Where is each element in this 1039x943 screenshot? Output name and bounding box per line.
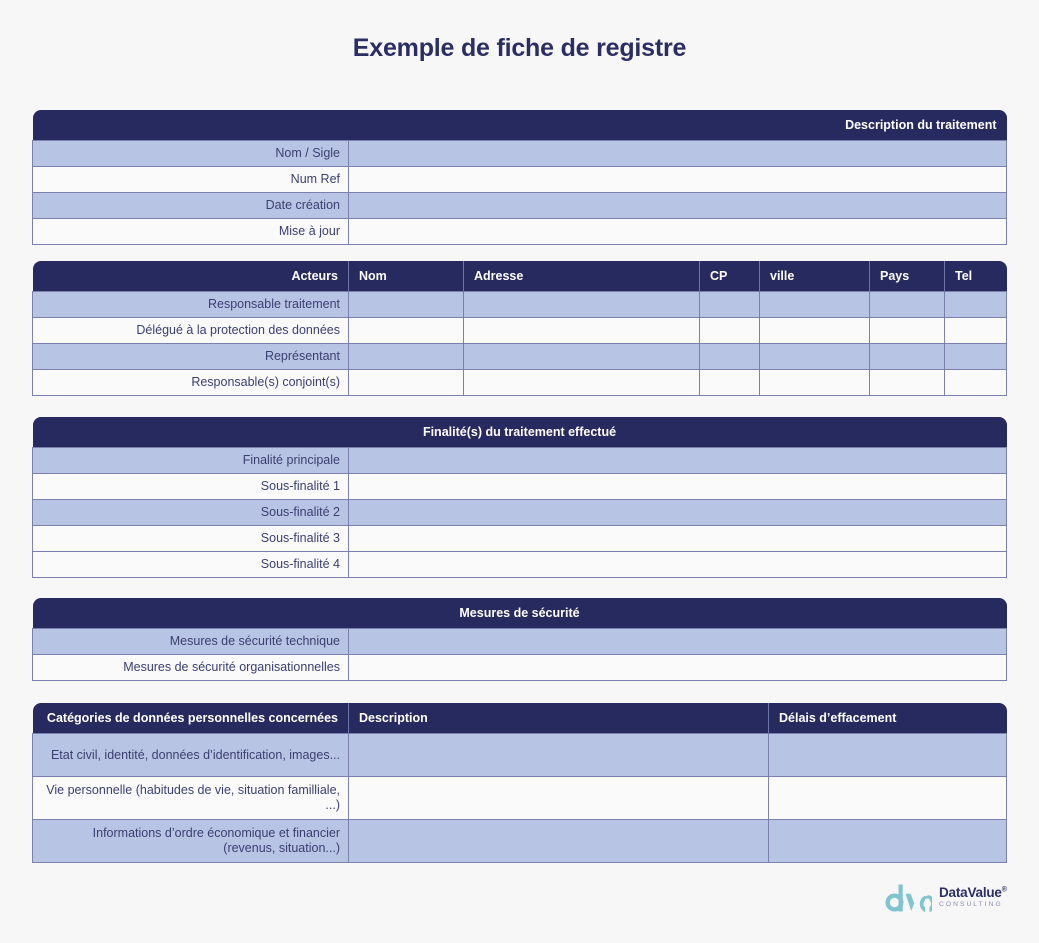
row-label: Sous-finalité 2 bbox=[33, 500, 349, 526]
cell-adresse[interactable] bbox=[464, 344, 700, 370]
table-row bbox=[33, 318, 1007, 344]
column-header-ville: ville bbox=[760, 261, 870, 292]
cell-pays[interactable] bbox=[870, 292, 945, 318]
row-label: Nom / Sigle bbox=[33, 141, 349, 167]
page-title: Exemple de fiche de registre bbox=[352, 34, 687, 62]
table-mesures-de-securite bbox=[32, 598, 1007, 681]
registered-mark: ® bbox=[1001, 886, 1007, 894]
table-title: Acteurs bbox=[33, 261, 349, 292]
row-value-cell[interactable] bbox=[349, 474, 1007, 500]
table-row bbox=[33, 448, 1007, 474]
table-row bbox=[33, 344, 1007, 370]
row-label: Sous-finalité 1 bbox=[33, 474, 349, 500]
table-header-row bbox=[33, 598, 1007, 629]
cell-pays[interactable] bbox=[870, 370, 945, 396]
row-label: Mise à jour bbox=[33, 219, 349, 245]
row-label: Responsable(s) conjoint(s) bbox=[33, 370, 349, 396]
row-label: Sous-finalité 4 bbox=[33, 552, 349, 578]
column-header-tel: Tel bbox=[945, 261, 1007, 292]
table-row bbox=[33, 777, 1007, 820]
cell-ville[interactable] bbox=[760, 370, 870, 396]
row-value-cell[interactable] bbox=[349, 552, 1007, 578]
cell-delais[interactable] bbox=[769, 734, 1007, 777]
row-label: Num Ref bbox=[33, 167, 349, 193]
column-header-adresse: Adresse bbox=[464, 261, 700, 292]
cell-pays[interactable] bbox=[870, 344, 945, 370]
row-label: Délégué à la protection des données bbox=[33, 318, 349, 344]
table-title: Finalité(s) du traitement effectué bbox=[33, 417, 1007, 448]
table-title: Description du traitement bbox=[33, 110, 1007, 141]
table-row bbox=[33, 370, 1007, 396]
cell-tel[interactable] bbox=[945, 318, 1007, 344]
table-row bbox=[33, 552, 1007, 578]
cell-ville[interactable] bbox=[760, 344, 870, 370]
table-categories-de-donnees bbox=[32, 703, 1007, 863]
row-label: Mesures de sécurité technique bbox=[33, 629, 349, 655]
row-value-cell[interactable] bbox=[349, 448, 1007, 474]
cell-nom[interactable] bbox=[349, 318, 464, 344]
table-row bbox=[33, 193, 1007, 219]
row-value-cell[interactable] bbox=[349, 500, 1007, 526]
column-header-delais-effacement: Délais d’effacement bbox=[769, 703, 1007, 734]
table-row bbox=[33, 141, 1007, 167]
cell-delais[interactable] bbox=[769, 820, 1007, 863]
table-header-row bbox=[33, 417, 1007, 448]
cell-nom[interactable] bbox=[349, 370, 464, 396]
table-row bbox=[33, 292, 1007, 318]
row-label: Etat civil, identité, données d’identification, images... bbox=[33, 734, 349, 777]
table-acteurs bbox=[32, 261, 1007, 396]
row-label: Vie personnelle (habitudes de vie, situation familliale, ...) bbox=[33, 777, 349, 820]
table-row bbox=[33, 167, 1007, 193]
cell-description[interactable] bbox=[349, 820, 769, 863]
cell-description[interactable] bbox=[349, 734, 769, 777]
cell-nom[interactable] bbox=[349, 344, 464, 370]
row-value-cell[interactable] bbox=[349, 655, 1007, 681]
cell-tel[interactable] bbox=[945, 344, 1007, 370]
datavalue-consulting-logo bbox=[884, 875, 1008, 920]
table-title: Mesures de sécurité bbox=[33, 598, 1007, 629]
cell-ville[interactable] bbox=[760, 318, 870, 344]
row-label: Informations d’ordre économique et financier (revenus, situation...) bbox=[33, 820, 349, 863]
row-value-cell[interactable] bbox=[349, 219, 1007, 245]
table-row bbox=[33, 526, 1007, 552]
table-row bbox=[33, 500, 1007, 526]
column-header-nom: Nom bbox=[349, 261, 464, 292]
column-header-pays: Pays bbox=[870, 261, 945, 292]
cell-tel[interactable] bbox=[945, 292, 1007, 318]
logo-text-block bbox=[939, 886, 1007, 909]
table-header-row bbox=[33, 703, 1007, 734]
logo-name: DataValue® bbox=[939, 884, 1007, 900]
cell-delais[interactable] bbox=[769, 777, 1007, 820]
cell-adresse[interactable] bbox=[464, 318, 700, 344]
table-description-du-traitement bbox=[32, 110, 1007, 245]
row-value-cell[interactable] bbox=[349, 526, 1007, 552]
table-finalites bbox=[32, 417, 1007, 578]
row-label: Mesures de sécurité organisationnelles bbox=[33, 655, 349, 681]
cell-pays[interactable] bbox=[870, 318, 945, 344]
row-value-cell[interactable] bbox=[349, 167, 1007, 193]
row-label: Représentant bbox=[33, 344, 349, 370]
cell-nom[interactable] bbox=[349, 292, 464, 318]
row-label: Sous-finalité 3 bbox=[33, 526, 349, 552]
table-row bbox=[33, 474, 1007, 500]
cell-cp[interactable] bbox=[700, 318, 760, 344]
table-row bbox=[33, 820, 1007, 863]
cell-description[interactable] bbox=[349, 777, 769, 820]
row-value-cell[interactable] bbox=[349, 193, 1007, 219]
row-value-cell[interactable] bbox=[349, 629, 1007, 655]
dvc-monogram-icon bbox=[884, 883, 932, 913]
row-label: Responsable traitement bbox=[33, 292, 349, 318]
table-title: Catégories de données personnelles concernées bbox=[33, 703, 349, 734]
table-row bbox=[33, 629, 1007, 655]
cell-cp[interactable] bbox=[700, 370, 760, 396]
table-header-row bbox=[33, 261, 1007, 292]
column-header-description: Description bbox=[349, 703, 769, 734]
row-value-cell[interactable] bbox=[349, 141, 1007, 167]
table-header-row bbox=[33, 110, 1007, 141]
row-label: Finalité principale bbox=[33, 448, 349, 474]
table-row bbox=[33, 219, 1007, 245]
cell-cp[interactable] bbox=[700, 292, 760, 318]
cell-tel[interactable] bbox=[945, 370, 1007, 396]
logo-subtitle: CONSULTING bbox=[939, 901, 1003, 909]
cell-ville[interactable] bbox=[760, 292, 870, 318]
cell-adresse[interactable] bbox=[464, 292, 700, 318]
cell-cp[interactable] bbox=[700, 344, 760, 370]
table-row bbox=[33, 655, 1007, 681]
row-label: Date création bbox=[33, 193, 349, 219]
cell-adresse[interactable] bbox=[464, 370, 700, 396]
column-header-cp: CP bbox=[700, 261, 760, 292]
table-row bbox=[33, 734, 1007, 777]
